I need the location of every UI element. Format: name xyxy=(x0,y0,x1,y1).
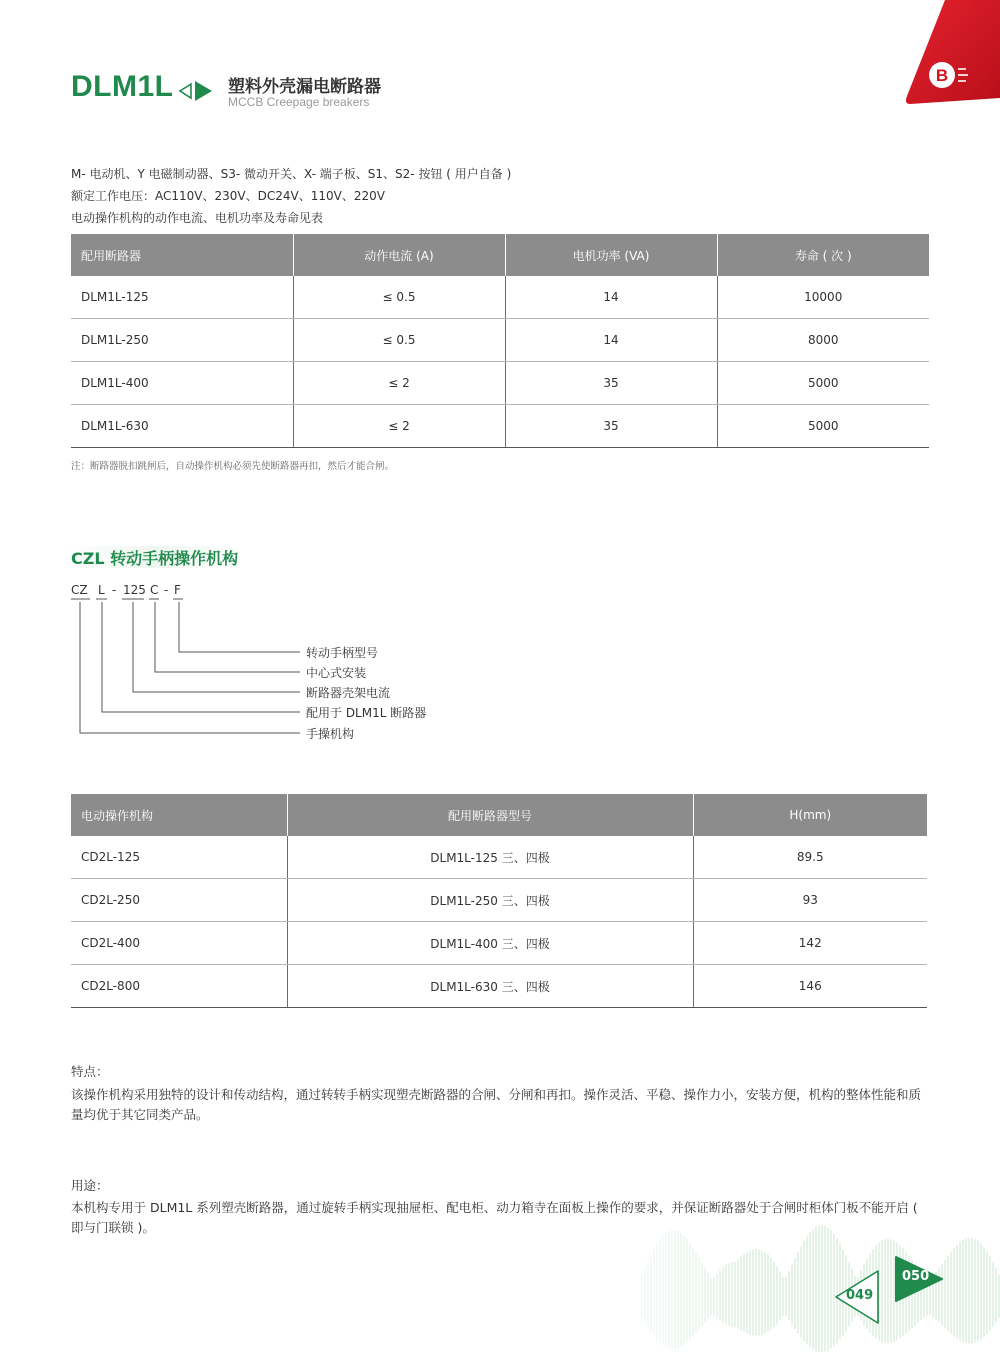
intro-line-2: 额定工作电压：AC110V、230V、DC24V、110V、220V xyxy=(71,189,385,203)
table-header-cell: H(mm) xyxy=(693,794,927,836)
table-cell: DLM1L-630 三、四极 xyxy=(287,965,693,1008)
code-segment: 125 xyxy=(123,583,146,597)
table-cell: 142 xyxy=(693,922,927,965)
model-code-diagram xyxy=(60,580,480,745)
table-cell: ≤ 2 xyxy=(293,405,505,448)
table-cell: DLM1L-630 xyxy=(71,405,293,448)
features-text: 该操作机构采用独特的设计和传动结构，通过转转手柄实现塑壳断路器的合闸、分闸和再扣。操作灵活、平稳、操作力小，安装方便，机构的整体性能和质量均优于其它同类产品。 xyxy=(71,1087,922,1122)
intro-line-1: M- 电动机、Y 电磁制动器、S3- 微动开关、X- 端子板、S1、S2- 按钮 ( 用户自备 ) xyxy=(71,167,512,181)
table-cell: ≤ 0.5 xyxy=(293,319,505,362)
code-segment: CZ xyxy=(71,583,88,597)
table-row xyxy=(71,319,929,362)
table-cell: CD2L-400 xyxy=(71,922,287,965)
table-cell: 89.5 xyxy=(693,836,927,879)
table-row xyxy=(71,922,927,965)
table-cell: ≤ 2 xyxy=(293,362,505,405)
code-segment: - xyxy=(112,583,117,597)
section-title: CZL 转动手柄操作机构 xyxy=(71,549,239,568)
table-cell: DLM1L-125 xyxy=(71,276,293,319)
features-heading: 特点： xyxy=(71,1064,109,1079)
table-cell: DLM1L-125 三、四极 xyxy=(287,836,693,879)
usage-heading: 用途： xyxy=(71,1178,109,1193)
table-cell: DLM1L-400 三、四极 xyxy=(287,922,693,965)
table-row xyxy=(71,276,929,319)
table-cell: CD2L-125 xyxy=(71,836,287,879)
table-cell: 93 xyxy=(693,879,927,922)
table-row xyxy=(71,879,927,922)
page-number-prev: 049 xyxy=(846,1288,874,1303)
table-cell: 14 xyxy=(505,319,717,362)
code-segment: L xyxy=(98,583,105,597)
code-label: 断路器壳架电流 xyxy=(306,686,391,700)
table-cell: 5000 xyxy=(717,405,929,448)
table-cell: DLM1L-250 三、四极 xyxy=(287,879,693,922)
table-cell: 35 xyxy=(505,405,717,448)
page-subtitle: MCCB Creepage breakers xyxy=(228,95,370,109)
svg-text:B: B xyxy=(935,66,949,85)
table-cell: CD2L-800 xyxy=(71,965,287,1008)
table-cell: 8000 xyxy=(717,319,929,362)
table-header-row xyxy=(71,234,929,276)
table-cell: 10000 xyxy=(717,276,929,319)
page-number-next: 050 xyxy=(902,1269,930,1284)
table-cell: DLM1L-400 xyxy=(71,362,293,405)
page-title: 塑料外壳漏电断路器 xyxy=(228,77,381,97)
product-code: DLM1L xyxy=(71,70,174,103)
table-header-row xyxy=(71,794,927,836)
code-label: 配用于 DLM1L 断路器 xyxy=(306,706,427,720)
table-row xyxy=(71,836,927,879)
table-header-cell: 电动操作机构 xyxy=(71,794,287,836)
intro-line-3: 电动操作机构的动作电流、电机功率及寿命见表 xyxy=(71,211,324,225)
code-label: 中心式安装 xyxy=(306,666,367,680)
table-row xyxy=(71,965,927,1008)
table-header-cell: 电机功率 (VA) xyxy=(505,234,717,276)
brand-b-icon xyxy=(900,0,1000,110)
table-cell: ≤ 0.5 xyxy=(293,276,505,319)
table-cell: 35 xyxy=(505,362,717,405)
table-header-cell: 寿命 ( 次 ) xyxy=(717,234,929,276)
code-segment: F xyxy=(174,583,181,597)
table-header-cell: 动作电流 (A) xyxy=(293,234,505,276)
table-header-cell: 配用断路器 xyxy=(71,234,293,276)
table-cell: CD2L-250 xyxy=(71,879,287,922)
play-arrow-icon xyxy=(178,78,214,104)
code-segment: - xyxy=(164,583,169,597)
table-cell: DLM1L-250 xyxy=(71,319,293,362)
code-label: 转动手柄型号 xyxy=(306,646,379,660)
table-cell: 5000 xyxy=(717,362,929,405)
table-header-cell: 配用断路器型号 xyxy=(287,794,693,836)
mechanism-table xyxy=(71,794,927,1008)
table-note: 注：断路器脱扣跳闸后，自动操作机构必须先使断路器再扣，然后才能合闸。 xyxy=(71,461,395,472)
wave-decoration xyxy=(640,1180,1000,1357)
table-row xyxy=(71,362,929,405)
code-connector-lines xyxy=(60,580,310,745)
table-cell: 146 xyxy=(693,965,927,1008)
code-segment: C xyxy=(150,583,159,597)
usage-text: 本机构专用于 DLM1L 系列塑壳断路器，通过旋转手柄实现抽屉柜、配电柜、动力箱寺在面板上操作的要求，并保证断路器处于合闸时柜体门板不能开启 ( 即与门联锁 )。 xyxy=(71,1200,918,1235)
table-cell: 14 xyxy=(505,276,717,319)
table-row xyxy=(71,405,929,448)
code-label: 手操机构 xyxy=(306,727,355,741)
operation-current-table xyxy=(71,234,929,448)
